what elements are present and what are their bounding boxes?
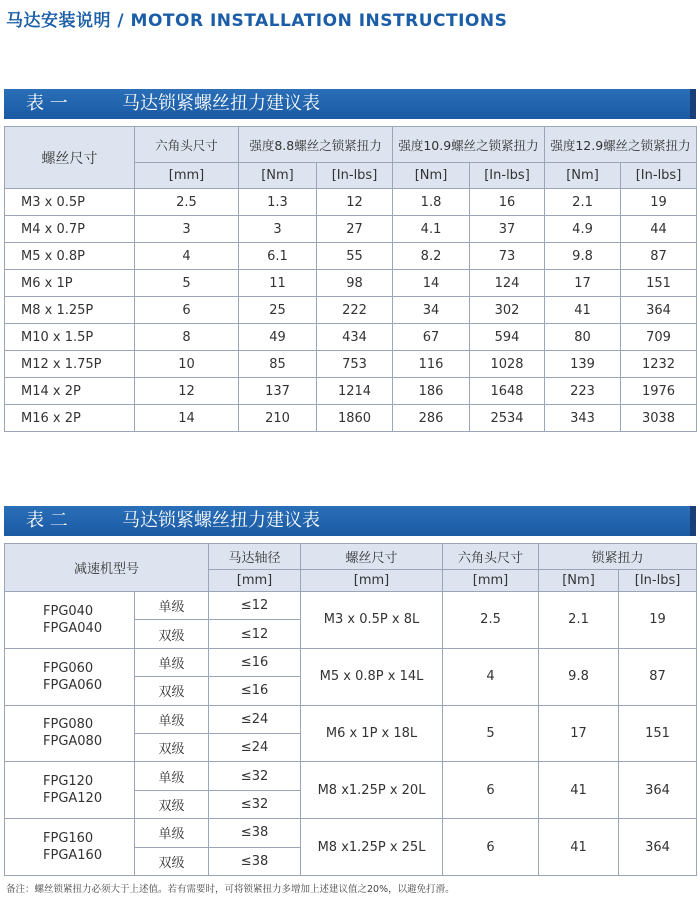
table2-header-row xyxy=(5,544,697,570)
cell-shaft-diameter: ≤12 xyxy=(209,592,301,620)
model-name: FPG060 xyxy=(43,660,94,676)
cell-g88-inlbs: 27 xyxy=(317,216,393,243)
cell-g88-nm: 3 xyxy=(239,216,317,243)
cell-torque-nm: 41 xyxy=(539,762,619,819)
band-accent xyxy=(690,506,696,536)
model-name: FPG120 xyxy=(43,774,94,790)
cell-g88-inlbs: 1214 xyxy=(317,378,393,405)
cell-g129-nm: 2.1 xyxy=(545,189,621,216)
cell-g109-inlbs: 16 xyxy=(470,189,545,216)
cell-stage: 双级 xyxy=(135,790,209,818)
cell-screw-size: M14 x 2P xyxy=(5,378,135,405)
cell-screw-size: M5 x 0.8P xyxy=(5,243,135,270)
cell-g88-inlbs: 98 xyxy=(317,270,393,297)
table1-header-row xyxy=(5,127,697,163)
cell-shaft-diameter: ≤12 xyxy=(209,620,301,648)
cell-g88-inlbs: 434 xyxy=(317,324,393,351)
cell-g88-nm: 85 xyxy=(239,351,317,378)
header-gearbox-model: 减速机型号 xyxy=(5,544,209,592)
cell-torque-nm: 41 xyxy=(539,819,619,876)
model-name-alt: FPGA160 xyxy=(43,848,103,864)
cell-hex-size: 12 xyxy=(135,378,239,405)
cell-g88-inlbs: 1860 xyxy=(317,405,393,432)
cell-screw-size: M6 x 1P xyxy=(5,270,135,297)
cell-g109-nm: 286 xyxy=(393,405,470,432)
cell-g129-nm: 343 xyxy=(545,405,621,432)
cell-screw-size: M12 x 1.75P xyxy=(5,351,135,378)
torque-table-2 xyxy=(4,543,697,876)
cell-g88-nm: 1.3 xyxy=(239,189,317,216)
cell-torque-nm: 2.1 xyxy=(539,592,619,649)
table-row xyxy=(5,351,697,378)
cell-g129-inlbs: 87 xyxy=(621,243,697,270)
page-heading: 马达安装说明 / MOTOR INSTALLATION INSTRUCTIONS xyxy=(6,11,508,31)
cell-screw-size: M16 x 2P xyxy=(5,405,135,432)
table-row xyxy=(5,189,697,216)
table-row xyxy=(5,762,697,790)
table-row xyxy=(5,297,697,324)
cell-gearbox-model xyxy=(5,762,135,819)
cell-torque-nm: 17 xyxy=(539,705,619,762)
table2-title-band xyxy=(4,506,696,536)
footnote: 备注：螺丝锁紧扭力必须大于上述值。若有需要时，可将锁紧扭力多增加上述建议值之20%，以避免打滑。 xyxy=(6,884,455,895)
cell-stage: 双级 xyxy=(135,733,209,761)
cell-g129-nm: 139 xyxy=(545,351,621,378)
cell-g88-nm: 137 xyxy=(239,378,317,405)
band-accent xyxy=(690,89,696,119)
header-screw-size: 螺丝尺寸 xyxy=(301,544,443,570)
table-row xyxy=(5,243,697,270)
header-grade-12-9: 强度12.9螺丝之锁紧扭力 xyxy=(545,127,697,163)
cell-g129-inlbs: 151 xyxy=(621,270,697,297)
cell-stage: 双级 xyxy=(135,620,209,648)
cell-shaft-diameter: ≤16 xyxy=(209,648,301,676)
model-name: FPG040 xyxy=(43,603,94,619)
cell-torque-inlbs: 151 xyxy=(619,705,697,762)
cell-stage: 单级 xyxy=(135,819,209,847)
cell-g129-nm: 17 xyxy=(545,270,621,297)
cell-g88-nm: 25 xyxy=(239,297,317,324)
cell-screw-size: M3 x 0.5P xyxy=(5,189,135,216)
unit-inlbs: [In-lbs] xyxy=(621,163,697,189)
cell-torque-inlbs: 87 xyxy=(619,648,697,705)
cell-hex-size: 4 xyxy=(443,648,539,705)
table-row xyxy=(5,324,697,351)
cell-shaft-diameter: ≤16 xyxy=(209,677,301,705)
cell-g129-inlbs: 709 xyxy=(621,324,697,351)
header-hex-size: 六角头尺寸 xyxy=(443,544,539,570)
table1-number: 表 一 xyxy=(26,93,68,114)
cell-screw-size: M3 x 0.5P x 8L xyxy=(301,592,443,649)
cell-g109-nm: 67 xyxy=(393,324,470,351)
model-name-alt: FPGA120 xyxy=(43,791,103,807)
unit-mm: [mm] xyxy=(443,570,539,592)
cell-g88-inlbs: 12 xyxy=(317,189,393,216)
cell-hex-size: 6 xyxy=(443,762,539,819)
cell-gearbox-model xyxy=(5,705,135,762)
cell-torque-inlbs: 364 xyxy=(619,819,697,876)
unit-nm: [Nm] xyxy=(239,163,317,189)
cell-g109-nm: 14 xyxy=(393,270,470,297)
cell-g109-inlbs: 1028 xyxy=(470,351,545,378)
cell-screw-size: M6 x 1P x 18L xyxy=(301,705,443,762)
cell-screw-size: M8 x 1.25P xyxy=(5,297,135,324)
table2-title: 马达锁紧螺丝扭力建议表 xyxy=(122,510,320,531)
table1-title: 马达锁紧螺丝扭力建议表 xyxy=(122,93,320,114)
cell-g129-inlbs: 19 xyxy=(621,189,697,216)
header-torque: 锁紧扭力 xyxy=(539,544,697,570)
model-name-alt: FPGA060 xyxy=(43,677,103,693)
cell-screw-size: M5 x 0.8P x 14L xyxy=(301,648,443,705)
torque-table-1 xyxy=(4,126,697,432)
cell-g109-nm: 1.8 xyxy=(393,189,470,216)
cell-torque-nm: 9.8 xyxy=(539,648,619,705)
cell-g88-inlbs: 55 xyxy=(317,243,393,270)
cell-g109-inlbs: 302 xyxy=(470,297,545,324)
cell-g129-inlbs: 1232 xyxy=(621,351,697,378)
cell-stage: 单级 xyxy=(135,592,209,620)
cell-g109-inlbs: 37 xyxy=(470,216,545,243)
cell-g88-nm: 6.1 xyxy=(239,243,317,270)
cell-stage: 单级 xyxy=(135,762,209,790)
unit-nm: [Nm] xyxy=(393,163,470,189)
cell-screw-size: M10 x 1.5P xyxy=(5,324,135,351)
cell-g129-nm: 4.9 xyxy=(545,216,621,243)
unit-mm: [mm] xyxy=(301,570,443,592)
cell-g129-nm: 223 xyxy=(545,378,621,405)
cell-g129-inlbs: 3038 xyxy=(621,405,697,432)
cell-hex-size: 6 xyxy=(135,297,239,324)
table-row xyxy=(5,378,697,405)
cell-hex-size: 4 xyxy=(135,243,239,270)
model-name: FPG160 xyxy=(43,831,94,847)
cell-shaft-diameter: ≤32 xyxy=(209,790,301,818)
cell-stage: 单级 xyxy=(135,705,209,733)
cell-hex-size: 5 xyxy=(443,705,539,762)
cell-g109-inlbs: 2534 xyxy=(470,405,545,432)
cell-stage: 双级 xyxy=(135,847,209,875)
table-row xyxy=(5,592,697,620)
cell-shaft-diameter: ≤32 xyxy=(209,762,301,790)
table1-title-band xyxy=(4,89,696,119)
header-grade-10-9: 强度10.9螺丝之锁紧扭力 xyxy=(393,127,545,163)
cell-g109-nm: 34 xyxy=(393,297,470,324)
table2-number: 表 二 xyxy=(26,510,68,531)
cell-torque-inlbs: 19 xyxy=(619,592,697,649)
unit-nm: [Nm] xyxy=(539,570,619,592)
cell-hex-size: 8 xyxy=(135,324,239,351)
cell-g88-nm: 11 xyxy=(239,270,317,297)
cell-g109-nm: 116 xyxy=(393,351,470,378)
cell-g109-nm: 4.1 xyxy=(393,216,470,243)
table-row xyxy=(5,405,697,432)
cell-stage: 双级 xyxy=(135,677,209,705)
cell-hex-size: 5 xyxy=(135,270,239,297)
cell-hex-size: 2.5 xyxy=(443,592,539,649)
cell-shaft-diameter: ≤24 xyxy=(209,705,301,733)
model-name-alt: FPGA040 xyxy=(43,620,103,636)
table-row xyxy=(5,705,697,733)
table-row xyxy=(5,270,697,297)
table-row xyxy=(5,819,697,847)
header-grade-8-8: 强度8.8螺丝之锁紧扭力 xyxy=(239,127,393,163)
cell-gearbox-model xyxy=(5,819,135,876)
cell-hex-size: 14 xyxy=(135,405,239,432)
cell-g109-inlbs: 73 xyxy=(470,243,545,270)
unit-mm: [mm] xyxy=(135,163,239,189)
table-row xyxy=(5,648,697,676)
cell-hex-size: 6 xyxy=(443,819,539,876)
header-screw-size: 螺丝尺寸 xyxy=(5,127,135,189)
header-motor-shaft: 马达轴径 xyxy=(209,544,301,570)
cell-gearbox-model xyxy=(5,592,135,649)
cell-g88-nm: 210 xyxy=(239,405,317,432)
unit-nm: [Nm] xyxy=(545,163,621,189)
cell-stage: 单级 xyxy=(135,648,209,676)
cell-g129-inlbs: 1976 xyxy=(621,378,697,405)
cell-g109-nm: 186 xyxy=(393,378,470,405)
cell-shaft-diameter: ≤38 xyxy=(209,819,301,847)
unit-inlbs: [In-lbs] xyxy=(317,163,393,189)
table-row xyxy=(5,216,697,243)
cell-g109-inlbs: 1648 xyxy=(470,378,545,405)
cell-g88-nm: 49 xyxy=(239,324,317,351)
cell-screw-size: M4 x 0.7P xyxy=(5,216,135,243)
cell-hex-size: 10 xyxy=(135,351,239,378)
cell-shaft-diameter: ≤24 xyxy=(209,733,301,761)
cell-hex-size: 2.5 xyxy=(135,189,239,216)
cell-g88-inlbs: 753 xyxy=(317,351,393,378)
cell-hex-size: 3 xyxy=(135,216,239,243)
cell-g109-inlbs: 124 xyxy=(470,270,545,297)
model-name-alt: FPGA080 xyxy=(43,734,103,750)
cell-g129-inlbs: 364 xyxy=(621,297,697,324)
cell-gearbox-model xyxy=(5,648,135,705)
cell-shaft-diameter: ≤38 xyxy=(209,847,301,875)
cell-g109-inlbs: 594 xyxy=(470,324,545,351)
cell-torque-inlbs: 364 xyxy=(619,762,697,819)
unit-inlbs: [In-lbs] xyxy=(619,570,697,592)
cell-screw-size: M8 x1.25P x 25L xyxy=(301,819,443,876)
cell-g129-nm: 9.8 xyxy=(545,243,621,270)
cell-g129-inlbs: 44 xyxy=(621,216,697,243)
cell-g129-nm: 80 xyxy=(545,324,621,351)
header-hex-size: 六角头尺寸 xyxy=(135,127,239,163)
cell-g109-nm: 8.2 xyxy=(393,243,470,270)
unit-mm: [mm] xyxy=(209,570,301,592)
cell-g129-nm: 41 xyxy=(545,297,621,324)
unit-inlbs: [In-lbs] xyxy=(470,163,545,189)
cell-g88-inlbs: 222 xyxy=(317,297,393,324)
model-name: FPG080 xyxy=(43,717,94,733)
cell-screw-size: M8 x1.25P x 20L xyxy=(301,762,443,819)
